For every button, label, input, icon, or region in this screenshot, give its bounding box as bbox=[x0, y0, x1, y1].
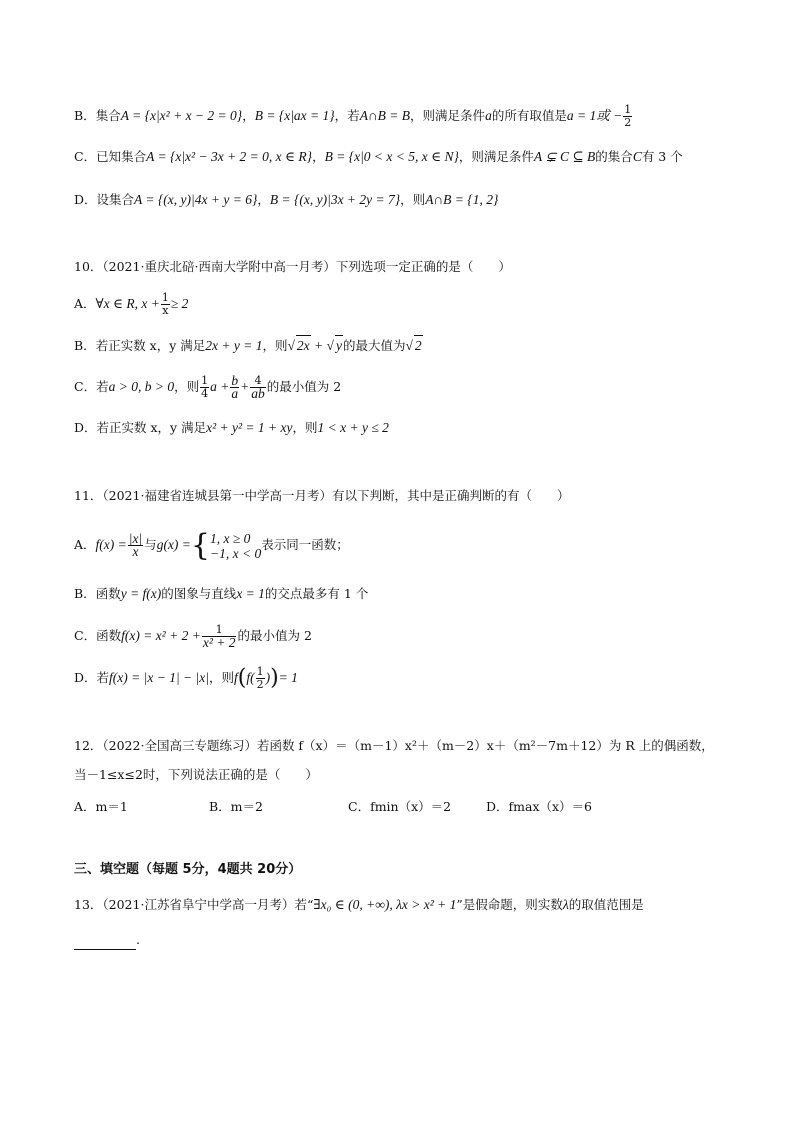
denominator: x bbox=[132, 544, 139, 559]
formula: + bbox=[240, 379, 250, 394]
fraction bbox=[200, 375, 209, 400]
numerator: 4 bbox=[250, 375, 266, 388]
q10-stem: 10．（2021·重庆北碚·西南大学附中高一月考）下列选项一定正确的是（ ） bbox=[74, 259, 511, 274]
option-label: B． bbox=[74, 586, 96, 601]
text: 的最大值为 bbox=[342, 338, 406, 353]
formula: f(x) = |x − 1| − |x| bbox=[109, 670, 209, 685]
right-paren: ) bbox=[270, 665, 279, 691]
text: ，则 bbox=[208, 670, 234, 685]
formula: ∃x₀ ∈ (0, +∞), λx > x² + 1 bbox=[313, 897, 457, 912]
text: 表示同一函数； bbox=[261, 537, 349, 552]
fraction bbox=[250, 375, 266, 400]
left-brace: { bbox=[190, 527, 210, 563]
q12-stem-line-2: 当－1≤x≤2时，下列说法正确的是（ ） bbox=[74, 767, 318, 782]
formula: f bbox=[233, 670, 238, 685]
option-label: C． bbox=[74, 628, 97, 643]
denominator: x² + 2 bbox=[202, 635, 236, 650]
text: 若 bbox=[96, 670, 110, 685]
q9-option-d bbox=[74, 190, 754, 210]
formula: ∀x ∈ R, x + bbox=[95, 296, 160, 311]
intersection-formula: A∩B = {1, 2} bbox=[425, 192, 499, 207]
formula: y = f(x) bbox=[120, 586, 162, 601]
formula: = 1 bbox=[278, 670, 298, 685]
fraction bbox=[256, 666, 265, 691]
radicand: y bbox=[335, 335, 343, 356]
text: ，则满足条件 bbox=[410, 108, 486, 123]
radicand: 2x bbox=[296, 335, 311, 356]
left-paren: ( bbox=[237, 665, 247, 691]
text: 的集合 bbox=[595, 149, 633, 164]
sqrt-value: √ 2 bbox=[405, 338, 422, 353]
radicand: 2 bbox=[414, 335, 423, 356]
text: 集合 bbox=[95, 108, 121, 123]
text: ，若 bbox=[334, 108, 360, 123]
option-label: D． bbox=[74, 670, 97, 685]
variable-a: a bbox=[485, 108, 492, 123]
fraction bbox=[161, 292, 170, 317]
numerator: 1 bbox=[624, 103, 632, 116]
text: 13．（2021·江苏省阜宁中学高一月考）若“ bbox=[74, 897, 314, 912]
q9-option-c bbox=[74, 147, 754, 167]
option-label: D． bbox=[74, 420, 97, 435]
text: ”是假命题，则实数 bbox=[456, 897, 563, 912]
text: 的最小值为 2 bbox=[237, 628, 312, 643]
option-label: A． bbox=[74, 296, 96, 311]
fraction bbox=[623, 104, 632, 129]
formula: ≥ 2 bbox=[170, 296, 189, 311]
formula: f( bbox=[246, 670, 255, 685]
q11-stem: 11．（2021·福建省连城县第一中学高一月考）有以下判断，其中是正确判断的有（ ） bbox=[74, 488, 570, 503]
numerator: 1 bbox=[256, 665, 264, 678]
variable-c: C bbox=[632, 149, 642, 164]
denominator: x bbox=[162, 304, 169, 317]
sqrt-sum-formula: √ 2x + √ y bbox=[287, 338, 342, 353]
q12-stem-line-1: 12．（2022·全国高三专题练习）若函数 f（x）＝（m－1）x²＋（m－2）x＋（m²－7m＋12）为 R 上的偶函数， bbox=[74, 738, 714, 753]
set-b-formula: B = {x|ax = 1} bbox=[254, 108, 335, 123]
answer-formula: a = 1或 − bbox=[566, 108, 623, 123]
text: ，则 bbox=[174, 379, 200, 394]
formula: g(x) = bbox=[156, 537, 191, 552]
condition-formula: A∩B = B bbox=[359, 108, 411, 123]
set-a-formula: A = {x|x² − 3x + 2 = 0, x ∈ R} bbox=[146, 149, 313, 164]
text: ，则满足条件 bbox=[458, 149, 534, 164]
period: . bbox=[136, 932, 140, 947]
formula: 2x + y = 1 bbox=[205, 338, 263, 353]
text: 若 bbox=[96, 379, 109, 394]
section-title: 三、填空题（每题 5分，4题共 20分） bbox=[74, 862, 302, 877]
text: ， bbox=[312, 149, 325, 164]
q10-option-c bbox=[74, 375, 754, 400]
formula: f(x) = x² + 2 + bbox=[121, 628, 201, 643]
numerator: 1 bbox=[161, 291, 169, 304]
q13-stem bbox=[74, 895, 754, 915]
formula: a > 0, b > 0 bbox=[108, 379, 175, 394]
text: 若正实数 x，y 满足 bbox=[96, 420, 207, 435]
text: ， bbox=[257, 192, 270, 207]
piecewise-cases bbox=[210, 531, 261, 561]
text: 的交点最多有 1 个 bbox=[264, 586, 369, 601]
q11-option-b bbox=[74, 584, 754, 604]
text: 的最小值为 2 bbox=[266, 379, 342, 394]
variable-lambda: λ bbox=[562, 897, 569, 912]
denominator: 2 bbox=[256, 678, 264, 691]
option-d: D．fmax（x）＝6 bbox=[486, 799, 593, 814]
q10-option-d bbox=[74, 418, 754, 438]
text: 设集合 bbox=[96, 192, 135, 207]
q11-option-d bbox=[74, 666, 754, 691]
case-2: −1, x < 0 bbox=[210, 545, 262, 561]
text: ，则 bbox=[400, 192, 426, 207]
q13-answer-line bbox=[74, 930, 754, 950]
text: ， bbox=[242, 108, 255, 123]
text: 与 bbox=[144, 537, 157, 552]
denominator: a bbox=[231, 386, 239, 401]
text: 函数 bbox=[95, 586, 121, 601]
numerator: 1 bbox=[202, 624, 237, 637]
set-b-formula: B = {(x, y)|3x + 2y = 7} bbox=[269, 192, 401, 207]
option-label: B． bbox=[74, 108, 96, 123]
numerator: b bbox=[231, 373, 239, 388]
option-c: C．fmin（x）＝2 bbox=[348, 799, 452, 814]
option-label: D． bbox=[74, 192, 97, 207]
option-b: B．m＝2 bbox=[209, 799, 263, 814]
option-label: C． bbox=[74, 149, 97, 164]
formula: f(x) = bbox=[95, 537, 127, 552]
q10-option-a bbox=[74, 292, 754, 317]
q10-option-b bbox=[74, 335, 754, 356]
text: 若正实数 x，y 满足 bbox=[95, 338, 206, 353]
denominator: 2 bbox=[624, 116, 632, 129]
set-a-formula: A = {(x, y)|4x + y = 6} bbox=[134, 192, 258, 207]
option-label: A． bbox=[74, 537, 96, 552]
text: 有 3 个 bbox=[641, 149, 683, 164]
denominator: 4 bbox=[201, 387, 209, 400]
fraction bbox=[230, 375, 239, 400]
denominator: ab bbox=[251, 386, 265, 401]
text: 已知集合 bbox=[96, 149, 147, 164]
text: ，则 bbox=[262, 338, 288, 353]
condition-formula: A ⊊ C ⊆ B bbox=[533, 149, 596, 164]
set-a-formula: A = {x|x² + x − 2 = 0} bbox=[120, 108, 243, 123]
formula: ) bbox=[265, 670, 271, 685]
set-b-formula: B = {x|0 < x < 5, x ∈ N} bbox=[324, 149, 459, 164]
answer-blank[interactable] bbox=[74, 935, 136, 950]
option-a: A．m＝1 bbox=[74, 799, 128, 814]
text: ，则 bbox=[292, 420, 318, 435]
q11-option-c bbox=[74, 624, 754, 649]
text: 的图象与直线 bbox=[161, 586, 237, 601]
option-label: B． bbox=[74, 338, 96, 353]
text: 的所有取值是 bbox=[491, 108, 567, 123]
q9-option-b bbox=[74, 104, 754, 129]
numerator: 1 bbox=[201, 374, 209, 387]
formula: 1 < x + y ≤ 2 bbox=[317, 420, 389, 435]
q11-option-a bbox=[74, 528, 754, 562]
text: 函数 bbox=[96, 628, 122, 643]
option-label: C． bbox=[74, 379, 97, 394]
case-1: 1, x ≥ 0 bbox=[210, 530, 251, 546]
formula: x² + y² = 1 + xy bbox=[206, 420, 293, 435]
formula: a + bbox=[210, 379, 230, 394]
fraction bbox=[202, 624, 237, 649]
numerator: |x| bbox=[128, 531, 143, 546]
text: 的取值范围是 bbox=[568, 897, 644, 912]
formula: x = 1 bbox=[236, 586, 265, 601]
fraction bbox=[128, 533, 143, 558]
